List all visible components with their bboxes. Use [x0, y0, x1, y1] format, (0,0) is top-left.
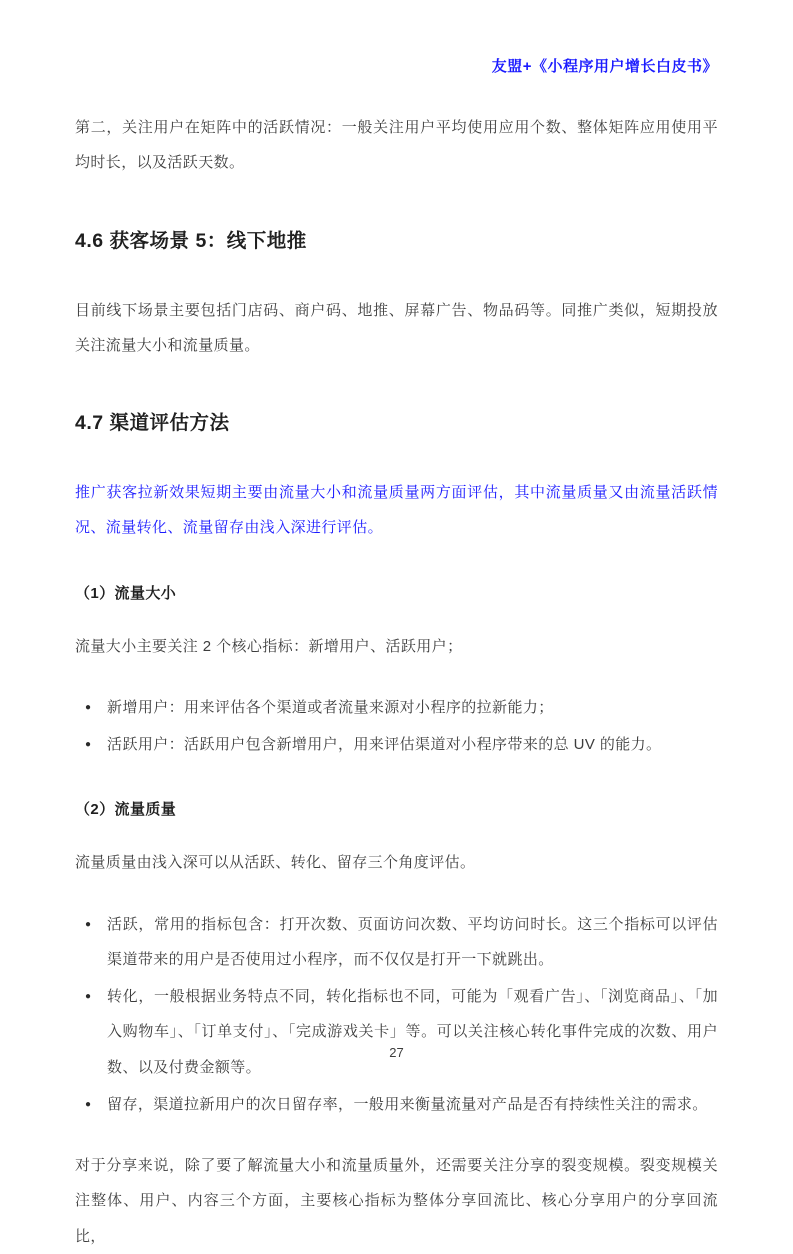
bullet-icon: ● [85, 701, 92, 713]
subheading-traffic-size: （1）流量大小 [75, 584, 177, 602]
bullet-icon: ● [85, 1098, 92, 1110]
paragraph-traffic-quality-angles: 流量质量由浅入深可以从活跃、转化、留存三个角度评估。 [75, 854, 476, 872]
list-item-text: 活跃用户：活跃用户包含新增用户，用来评估渠道对小程序带来的总 UV 的能力。 [107, 736, 662, 753]
list-item-text: 新增用户：用来评估各个渠道或者流量来源对小程序的拉新能力； [107, 698, 554, 716]
list-item [85, 1087, 718, 1122]
list-traffic-quality [75, 907, 718, 1123]
document-header [75, 55, 718, 76]
paragraph-channel-evaluation-highlight: 推广获客拉新效果短期主要由流量大小和流量质量两方面评估，其中流量质量又由流量活跃情况、流量转化、流量留存由浅入深进行评估。 [75, 484, 718, 537]
subheading-traffic-quality: （2）流量质量 [75, 801, 177, 819]
page-number: 27 [389, 1045, 404, 1060]
document-header-title: 友盟+《小程序用户增长白皮书》 [491, 58, 718, 75]
list-traffic-size [75, 690, 718, 763]
bullet-icon: ● [85, 991, 92, 1002]
bullet-icon: ● [85, 739, 92, 750]
list-item [85, 907, 718, 978]
document-body [75, 110, 718, 1254]
document-footer [0, 1044, 793, 1062]
paragraph-offline-scenarios: 目前线下场景主要包括门店码、商户码、地推、屏幕广告、物品码等。同推广类似，短期投放关注流量大小和流量质量。 [75, 301, 718, 354]
heading-4-6-offline-promotion: 4.6 获客场景 5：线下地推 [75, 229, 307, 252]
list-item [85, 690, 718, 725]
paragraph-matrix-activity: 第二，关注用户在矩阵中的活跃情况：一般关注用户平均使用应用个数、整体矩阵应用使用平均时长，以及活跃天数。 [75, 119, 718, 172]
list-item-text: 活跃，常用的指标包含：打开次数、页面访问次数、平均访问时长。这三个指标可以评估渠道带来的用户是否使用过小程序，而不仅仅是打开一下就跳出。 [107, 915, 718, 968]
list-item [85, 727, 718, 762]
list-item-text: 留存，渠道拉新用户的次日留存率，一般用来衡量流量对产品是否有持续性关注的需求。 [107, 1095, 708, 1113]
list-item-text: 转化，一般根据业务特点不同，转化指标也不同，可能为「观看广告」、「浏览商品」、「加入购物车」、「订单支付」、「完成游戏关卡」等。可以关注核心转化事件完成的次数、用户数、以及付费金额等。 [107, 988, 718, 1076]
heading-4-7-channel-evaluation: 4.7 渠道评估方法 [75, 412, 230, 434]
list-item [85, 979, 718, 1085]
paragraph-share-fission: 对于分享来说，除了要了解流量大小和流量质量外，还需要关注分享的裂变规模。裂变规模关注整体、用户、内容三个方面，主要核心指标为整体分享回流比、核心分享用户的分享回流比， [75, 1157, 718, 1245]
paragraph-traffic-size-metrics: 流量大小主要关注 2 个核心指标：新增用户、活跃用户； [75, 637, 463, 655]
bullet-icon: ● [85, 918, 92, 930]
